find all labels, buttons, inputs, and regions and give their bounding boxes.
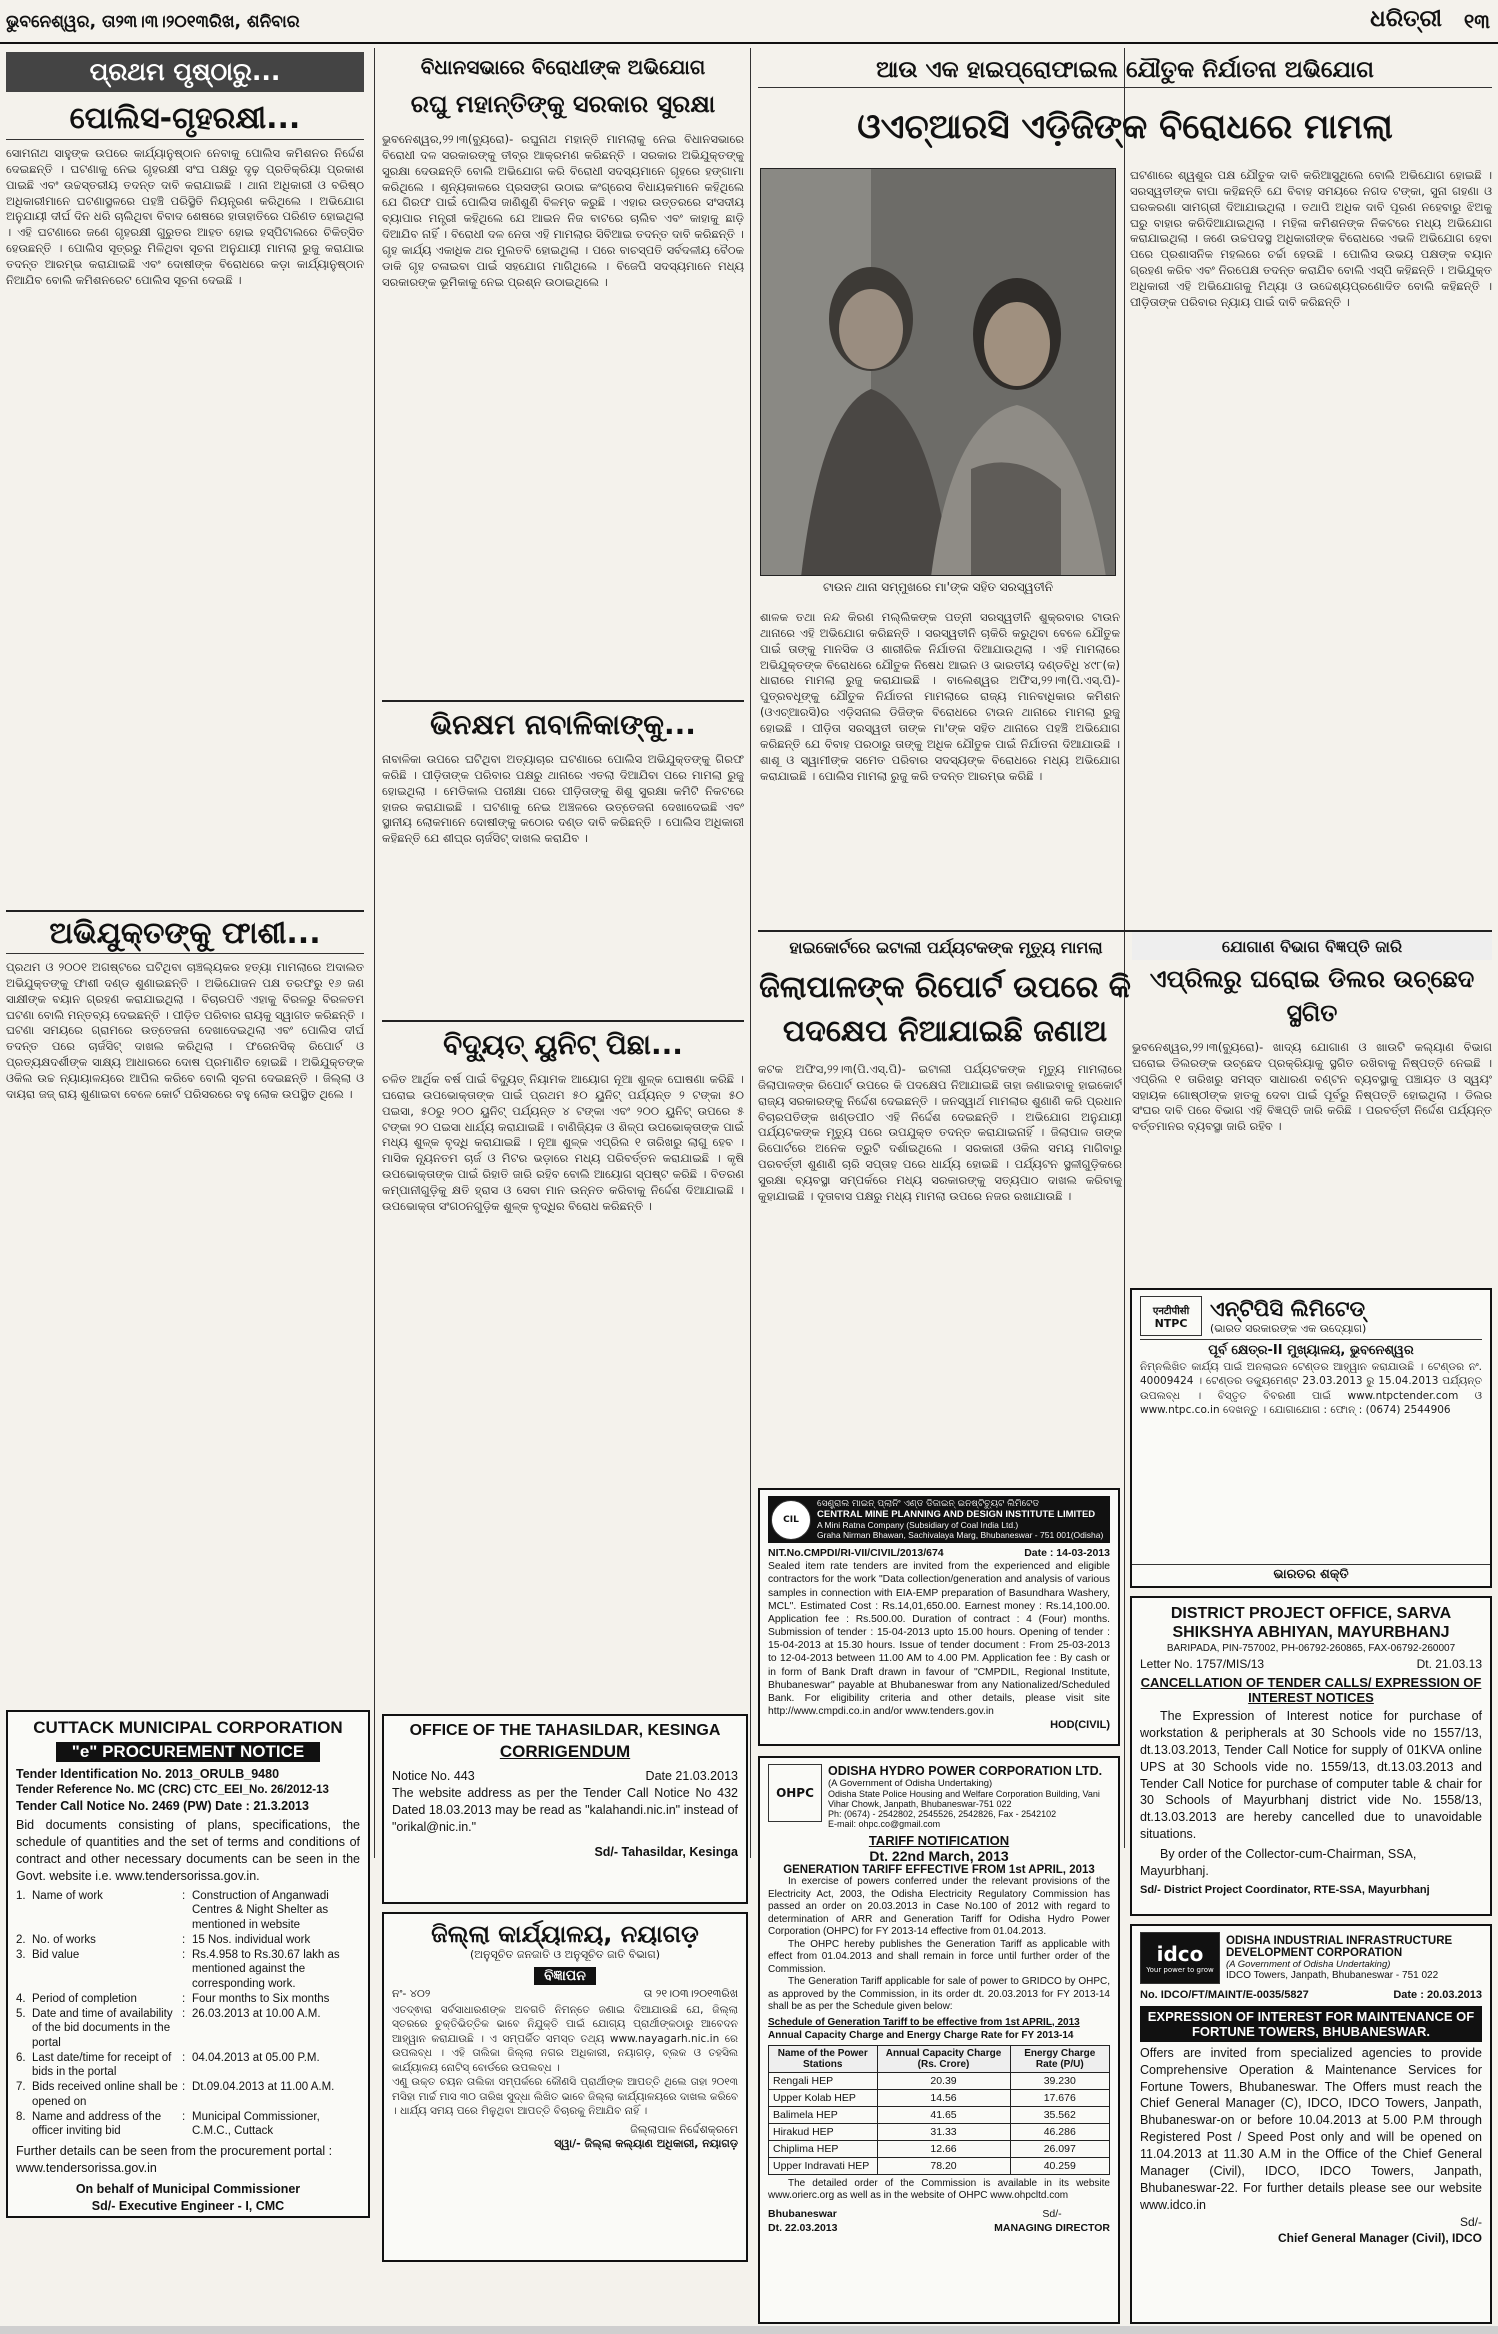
station-name-cell: Hirakud HEP — [769, 2123, 878, 2140]
nit-date: Date : 14-03-2013 — [1024, 1547, 1110, 1559]
ad-email: E-mail: ohpc.co@gmail.com — [828, 1819, 941, 1829]
tender-detail-row — [16, 1992, 360, 2007]
tender-detail-row — [16, 1889, 360, 1933]
ntpc-logo-hindi: एनटीपीसी — [1152, 1305, 1190, 1317]
article-headline: ଅଭିଯୁକ୍ତଙ୍କୁ ଫାଶୀ... — [6, 910, 364, 954]
row-label: Name and address of the officer inviting bid — [32, 2110, 162, 2138]
row-value: Rs.4.958 to Rs.30.67 lakh as mentioned against the corresponding work. — [192, 1948, 340, 1991]
tariff-table — [768, 2045, 1110, 2175]
article-photo — [760, 168, 1116, 576]
ad-paragraph: The Generation Tariff applicable for sale of power to GRIDCO by OHPC, as approved by the Commission, in its order dt. 20.03.2013 for FY 2013-14 shall be as per the Schedule given below: — [768, 1976, 1110, 2012]
ad-footer: ଭାରତର ଶକ୍ତି — [1132, 1564, 1490, 1582]
ad-subtitle: (ଭାରତ ସରକାରଙ୍କ ଏକ ଉଦ୍ୟୋଗ) — [1210, 1321, 1367, 1335]
notice-date: Date 21.03.2013 — [645, 1769, 738, 1783]
article-headline: ଏପ୍ରିଲରୁ ଘରୋଇ ଡିଲର ଉଚ୍ଛେଦ ସ୍ଥଗିତ — [1149, 965, 1475, 1027]
article-headline: ଜିଲାପାଳଙ୍କ ରିପୋର୍ଟ ଉପରେ କି ପଦକ୍ଷେପ ନିଆଯାଇଛି ଜଣାଅ — [759, 970, 1131, 1049]
cmpdi-logo-icon: CIL — [771, 1500, 811, 1540]
ad-date: Dt. 22nd March, 2013 — [869, 1848, 1009, 1864]
tender-detail-row — [16, 1948, 360, 1992]
ad-subtitle: (ଅନୁସୂଚିତ ଜନଜାତି ଓ ଅନୁସୂଚିତ ଜାତି ବିଭାଗ) — [469, 1948, 661, 1961]
ad-region: ପୂର୍ବ କ୍ଷେତ୍ର-II ମୁଖ୍ୟାଳୟ, ଭୁବନେଶ୍ୱର — [1208, 1343, 1414, 1358]
ad-body: The Expression of Interest notice for purchase of workstation & peripherals at 30 Schools vide no 1557/13, dt.13.03.2013, Tender Call Notice for supply of 01KVA online UPS at 30 Schools vide no. 1559/13, dt.13.03.2013 and Tender Call Notice for purchase of computer table & chair for 30 Schools of Mayurbhanj district vide No. 1558/13, dt.13.03.2013 are hereby cancelled due to unavoidable situations. — [1140, 1709, 1482, 1842]
ad-order: By order of the Collector-cum-Chairman, SSA, Mayurbhanj. — [1140, 1847, 1417, 1878]
dpo-cancellation-notice — [1130, 1596, 1492, 1916]
capacity-charge-cell: 41.65 — [877, 2106, 1010, 2123]
capacity-charge-cell: 12.66 — [877, 2140, 1010, 2157]
row-separator: : — [182, 1889, 186, 1902]
row-label: Last date/time for receipt of bids in the portal — [32, 2051, 172, 2079]
ad-headline: EXPRESSION OF INTEREST FOR MAINTENANCE OF FORTUNE TOWERS, BHUBANESWAR. — [1140, 2006, 1482, 2042]
article-body: କଟକ ଅଫିସ,୨୨।୩(ପି.ଏସ୍.ପି)- ଇଟାଲୀ ପର୍ଯ୍ୟଟକଙ୍କ ମୃତ୍ୟୁ ମାମଲାରେ ଜିଲାପାଳଙ୍କ ରିପୋର୍ଟ ଉପରେ କି ପଦକ୍ଷେପ ନିଆଯାଇଛି ତାହା ଜଣାଇବାକୁ ହାଇକୋର୍ଟ ରାଜ୍ୟ ସରକାରଙ୍କୁ ନିର୍ଦ୍ଦେଶ ଦେଇଛନ୍ତି । ଜନସ୍ୱାର୍ଥ ମାମଲାର ଶୁଣାଣି କରି ପ୍ରଧାନ ବିଚାରପତିଙ୍କ ଖଣ୍ଡପୀଠ ଏହି ନିର୍ଦ୍ଦେଶ ଦେଇଛନ୍ତି । ଅଭିଯୋଗ ଅନୁଯାୟୀ ପର୍ଯ୍ୟଟକଙ୍କ ମୃତ୍ୟୁ ପରେ ଉପଯୁକ୍ତ ତଦନ୍ତ କରାଯାଇନାହିଁ । ଜିଲାପାଳ ତାଙ୍କ ରିପୋର୍ଟରେ ଅନେକ ତ୍ରୁଟି ଦର୍ଶାଇଥିଲେ । ସରକାରୀ ଓକିଲ ସମୟ ମାଗିବାରୁ ପରବର୍ତ୍ତୀ ଶୁଣାଣି ଚାରି ସପ୍ତାହ ପରେ ଧାର୍ଯ୍ୟ ହୋଇଛି । ପର୍ଯ୍ୟଟନ ସ୍ଥଳୀଗୁଡ଼ିକରେ ସୁରକ୍ଷା ବ୍ୟବସ୍ଥା ସମ୍ପର୍କରେ ମଧ୍ୟ ସରକାରଙ୍କୁ ସତ୍ୟପାଠ ଦାଖଲ କରିବାକୁ କୁହାଯାଇଛି । ଦୂତାବାସ ପକ୍ଷରୁ ମଧ୍ୟ ମାମଲା ଉପରେ ନଜର ରଖାଯାଉଛି । — [758, 1062, 1122, 1203]
ad-title: CENTRAL MINE PLANNING AND DESIGN INSTITUTE LIMITED — [817, 1509, 1096, 1520]
ad-body: The website address as per the Tender Call Notice No 432 Dated 18.03.2013 may be read as "kalahandi.nic.in" instead of "orikal@nic.in." — [392, 1785, 738, 1834]
capacity-charge-cell: 14.56 — [877, 2089, 1010, 2106]
article-body: ଚଳିତ ଆର୍ଥିକ ବର୍ଷ ପାଇଁ ବିଦ୍ୟୁତ୍ ନିୟାମକ ଆୟୋଗ ନୂଆ ଶୁଳ୍କ ଘୋଷଣା କରିଛି । ଘରୋଇ ଉପଭୋକ୍ତାଙ୍କ ପାଇଁ ପ୍ରଥମ ୫୦ ୟୁନିଟ୍ ପର୍ଯ୍ୟନ୍ତ ୨ ଟଙ୍କା ୫୦ ପଇସା, ୫୦ରୁ ୨୦୦ ୟୁନିଟ୍ ପର୍ଯ୍ୟନ୍ତ ୪ ଟଙ୍କା ଏବଂ ୨୦୦ ୟୁନିଟ୍ ଉପରେ ୫ ଟଙ୍କା ୨୦ ପଇସା ଧାର୍ଯ୍ୟ କରାଯାଇଛି । ବାଣିଜ୍ୟିକ ଓ ଶିଳ୍ପ ଉପଭୋକ୍ତାଙ୍କ ପାଇଁ ମଧ୍ୟ ଶୁଳ୍କ ବୃଦ୍ଧି କରାଯାଇଛି । ନୂଆ ଶୁଳ୍କ ଏପ୍ରିଲ ୧ ତାରିଖରୁ ଲାଗୁ ହେବ । ମାସିକ ନ୍ୟୂନତମ ଚାର୍ଜ ଓ ମିଟର ଭଡ଼ାରେ ମଧ୍ୟ ପରିବର୍ତ୍ତନ କରାଯାଇଛି । କୃଷି ଉପଭୋକ୍ତାଙ୍କ ପାଇଁ ରିହାତି ଜାରି ରହିବ ବୋଲି ଆୟୋଗ ସ୍ପଷ୍ଟ କରିଛି । ବିତରଣ କମ୍ପାନୀଗୁଡ଼ିକୁ କ୍ଷତି ହ୍ରାସ ଓ ସେବା ମାନ ଉନ୍ନତ କରିବାକୁ ନିର୍ଦ୍ଦେଶ ଦିଆଯାଇଛି । ଉପଭୋକ୍ତା ସଂଗଠନଗୁଡ଼ିକ ଶୁଳ୍କ ବୃଦ୍ଧିର ବିରୋଧ କରିଛନ୍ତି । — [382, 1072, 744, 1213]
ad-title: ଏନ୍‌ଟିପିସି ଲିମିଟେଡ୍ — [1210, 1296, 1366, 1321]
column-rule — [374, 48, 375, 1858]
ntpc-logo-icon — [1140, 1296, 1202, 1336]
row-number: 6. — [16, 2051, 26, 2064]
tariff-table-body — [769, 2072, 1110, 2174]
dateline: ଭୁବନେଶ୍ୱର, ତା୨୩।୩।୨୦୧୩ରିଖ, ଶନିବାର — [6, 12, 300, 32]
ad-title: ODISHA INDUSTRIAL INFRASTRUCTURE DEVELOPMENT CORPORATION — [1226, 1935, 1453, 1959]
tender-ref: Tender Reference No. MC (CRC) CTC_EEI_No. 26/2012-13 — [16, 1783, 329, 1796]
masthead — [0, 0, 1498, 44]
capacity-charge-cell: 31.33 — [877, 2123, 1010, 2140]
photo-illustration — [761, 169, 1116, 576]
ad-notice-title: TARIFF NOTIFICATION — [868, 1833, 1010, 1848]
station-name-cell: Upper Kolab HEP — [769, 2089, 878, 2106]
tender-detail-row — [16, 2080, 360, 2109]
table-row — [769, 2072, 1110, 2089]
energy-charge-cell: 17.676 — [1010, 2089, 1109, 2106]
page-footer-strip — [0, 2326, 1498, 2334]
column-header: Annual Capacity Charge (Rs. Crore) — [877, 2045, 1010, 2072]
ad-address: IDCO Towers, Janpath, Bhubaneswar - 751 022 — [1226, 1970, 1439, 1981]
ad-address: BARIPADA, PIN-757002, PH-06792-260865, FAX-06792-260007 — [1166, 1643, 1456, 1655]
table-row — [769, 2140, 1110, 2157]
tender-id: Tender Identification No. 2013_ORULB_9480 — [16, 1767, 280, 1781]
row-number: 2. — [16, 1933, 26, 1946]
row-label: Bid value — [32, 1948, 80, 1961]
ad-designation: ଜିଲ୍ଲାପାଳ ନିର୍ଦ୍ଦେଶକ୍ରମେ — [630, 2122, 738, 2136]
table-row — [769, 2089, 1110, 2106]
notice-date: ତା ୨୧।୦୩।୨୦୧୩ରିଖ — [643, 1987, 738, 2000]
column-header: Name of the Power Stations — [769, 2045, 878, 2072]
article-headline: ଓଏଚ୍ଆରସି ଏଡ଼ିଜିଙ୍କ ବିରୋଧରେ ମାମଲା — [857, 107, 1393, 147]
section-banner-text: ପ୍ରଥମ ପୃଷ୍ଠାରୁ... — [89, 57, 281, 86]
table-row — [769, 2123, 1110, 2140]
article-kicker: ହାଇକୋର୍ଟରେ ଇଟାଲୀ ପର୍ଯ୍ୟଟକଙ୍କ ମୃତ୍ୟୁ ମାମଲା — [758, 930, 1134, 962]
ad-title: OFFICE OF THE TAHASILDAR, KESINGA — [409, 1722, 721, 1739]
article-headline: ପୋଲିସ-ଗୃହରକ୍ଷୀ... — [6, 98, 364, 140]
idco-tagline: Your power to grow — [1146, 1966, 1214, 1974]
row-separator: : — [182, 1948, 186, 1961]
ad-signature: HOD(CIVIL) — [1050, 1719, 1110, 1732]
notice-date: Date : 20.03.2013 — [1393, 1989, 1482, 2001]
ntpc-tender-notice — [1130, 1288, 1492, 1588]
ad-subtitle: CORRIGENDUM — [499, 1742, 631, 1761]
article-body: ନାବାଳିକା ଉପରେ ଘଟିଥିବା ଅତ୍ୟାଚାର ଘଟଣାରେ ପୋଲିସ ଅଭିଯୁକ୍ତଙ୍କୁ ଗିରଫ କରିଛି । ପୀଡ଼ିତାଙ୍କ ପରିବାର ପକ୍ଷରୁ ଥାନାରେ ଏତଲା ଦିଆଯିବା ପରେ ମାମଲା ରୁଜୁ ହୋଇଥିଲା । ମେଡିକାଲ ପରୀକ୍ଷା ପରେ ପୀଡ଼ିତାଙ୍କୁ ଶିଶୁ ସୁରକ୍ଷା କମିଟି ନିକଟରେ ହାଜର କରାଯାଇଛି । ଘଟଣାକୁ ନେଇ ଅଞ୍ଚଳରେ ଉତ୍ତେଜନା ଦେଖାଦେଇଛି ଏବଂ ସ୍ଥାନୀୟ ଲୋକମାନେ ଦୋଷୀଙ୍କୁ କଠୋର ଦଣ୍ଡ ଦାବି କରିଛନ୍ତି । ପୋଲିସ ଅଧିକାରୀ କହିଛନ୍ତି ଯେ ଶୀଘ୍ର ଚାର୍ଜସିଟ୍ ଦାଖଲ କରାଯିବ । — [382, 752, 744, 846]
ad-body: Sealed item rate tenders are invited from the experienced and eligible contractors for the work "Data collection/generation and analysis of various samples in connection with EIA-EMP preparation of Basundhara Washery, MCL". Estimated Cost : Rs.14,01,650.00. Earnest money : Rs.14,100.00. Application fee : Rs.500.00. Duration of contract : 4 (Four) months. Submission of tender : 15-04-2013 upto 15.00 hours. Opening of tender : 15-04-2013 at 15.30 hours. Issue of tender document : From 25-03-2013 to 12-04-2013 between 11.00 AM to 4.00 PM. Application fee : By cash or in form of Bank Draft drawn in favour of "CMPDIL, Regional Institute, Bhubaneswar" payable at Bhubaneswar from any Nationalized/Scheduled Bank. For eligibility criteria and other details, please visit site http://www.cmpdi.co.in and/or www.tenders.gov.in — [768, 1561, 1110, 1718]
table-header-row — [769, 2045, 1110, 2072]
article-body: ସୋମନାଥ ସାହୁଙ୍କ ଉପରେ କାର୍ଯ୍ୟାନୁଷ୍ଠାନ ନେବାକୁ ପୋଲିସ କମିଶନର ନିର୍ଦ୍ଦେଶ ଦେଇଛନ୍ତି । ଘଟଣାକୁ ନେଇ ଗୃହରକ୍ଷୀ ସଂଘ ପକ୍ଷରୁ ଦୃଢ଼ ପ୍ରତିକ୍ରିୟା ପ୍ରକାଶ ପାଇଛି ଏବଂ ଉଚ୍ଚସ୍ତରୀୟ ତଦନ୍ତ ଦାବି କରାଯାଇଛି । ଥାନା ଅଧିକାରୀ ଓ ବରିଷ୍ଠ ଅଧିକାରୀମାନେ ଘଟଣାସ୍ଥଳରେ ପହଞ୍ଚି ପରିସ୍ଥିତି ନିୟନ୍ତ୍ରଣ କରିଥିଲେ । ଅଭିଯୋଗ ଅନୁଯାୟୀ ଦୀର୍ଘ ଦିନ ଧରି ଚାଲିଥିବା ବିବାଦ ଶେଷରେ ହାତାହାତିରେ ପରିଣତ ହୋଇଥିଲା । ଏହି ଘଟଣାରେ ଜଣେ ଗୃହରକ୍ଷୀ ଗୁରୁତର ଆହତ ହୋଇ ହସ୍ପିଟାଲରେ ଚିକିତ୍ସିତ ହେଉଛନ୍ତି । ପୋଲିସ ସୂତ୍ରରୁ ମିଳିଥିବା ସୂଚନା ଅନୁଯାୟୀ ମାମଲା ରୁଜୁ କରାଯାଇ ତଦନ୍ତ ଆରମ୍ଭ କରାଯାଇଛି ଏବଂ ଦୋଷୀଙ୍କ ବିରୋଧରେ କଡ଼ା କାର୍ଯ୍ୟାନୁଷ୍ଠାନ ନିଆଯିବ ବୋଲି କମିଶନରେଟ ପୋଲିସ ସୂଚନା ଦେଇଛି । — [6, 146, 364, 287]
row-number: 7. — [16, 2081, 26, 2094]
ad-subtitle: (A Government of Odisha Undertaking) — [1226, 1959, 1391, 1970]
energy-charge-cell: 35.562 — [1010, 2106, 1109, 2123]
ad-body: ଏତଦ୍ଵାରା ସର୍ବସାଧାରଣଙ୍କ ଅବଗତି ନିମନ୍ତେ ଜଣାଇ ଦିଆଯାଉଛି ଯେ, ଜିଲ୍ଲା ସ୍ତରରେ ଚୁକ୍ତିଭିତ୍ତିକ ଭାବେ ନିଯୁକ୍ତି ପାଇଁ ଯୋଗ୍ୟ ପ୍ରାର୍ଥୀଙ୍କଠାରୁ ଆବେଦନ ଆହ୍ୱାନ କରାଯାଉଛି । ଏ ସମ୍ପର୍କିତ ସମସ୍ତ ତଥ୍ୟ www.nayagarh.nic.in ରେ ଉପଲବ୍ଧ । ଏହି ତାଲିକା ଜିଲ୍ଲା ନଗର ଅଧିକାରୀ, ନୟାଗଡ଼, ବ୍ଲକ ଓ ତହସିଲ କାର୍ଯ୍ୟାଳୟ ନୋଟିସ୍ ବୋର୍ଡରେ ଉପଲବ୍ଧ । ଏଣୁ ଉକ୍ତ ଚୟନ ତାଲିକା ସମ୍ପର୍କରେ କୌଣସି ପ୍ରାର୍ଥୀଙ୍କ ଆପତ୍ତି ଥିଲେ ତାହା ୨୦୧୩ ମସିହା ମାର୍ଚ୍ଚ ମାସ ୩୦ ତାରିଖ ସୁଦ୍ଧା ଲିଖିତ ଭାବେ ଜିଲ୍ଲା କାର୍ଯ୍ୟାଳୟରେ ଦାଖଲ କରିବେ । ଧାର୍ଯ୍ୟ ସମୟ ପରେ ମିଳୁଥିବା ଆପତ୍ତି ବିଚାରକୁ ନିଆଯିବ ନାହିଁ । — [392, 2004, 738, 2118]
energy-charge-cell: 39.230 — [1010, 2072, 1109, 2089]
article-body: ଶାଳକ ତଥା ନନ୍ଦ କିରଣ ମଲ୍ଲିକଙ୍କ ପତ୍ନୀ ସରସ୍ୱତୀନି ଶୁକ୍ରବାର ଟାଉନ ଥାନାରେ ଏହି ଅଭିଯୋଗ କରିଛନ୍ତି । ସରସ୍ୱତୀନି ଚାକିରି କରୁଥିବା ବେଳେ ଯୌତୁକ ପାଇଁ ତାଙ୍କୁ ମାନସିକ ଓ ଶାରୀରିକ ନିର୍ଯାତନା ଦିଆଯାଉଥିଲା । ଏହି ମାମଲାରେ ଅଭିଯୁକ୍ତଙ୍କ ବିରୋଧରେ ଯୌତୁକ ନିଷେଧ ଆଇନ ଓ ଭାରତୀୟ ଦଣ୍ଡବିଧି ୪୯୮(କ) ଧାରାରେ ମାମଲା ରୁଜୁ କରାଯାଇଛି । ବାଲେଶ୍ୱର ଅଫିସ,୨୨।୩(ପି.ଏସ୍.ପି)- ପୁତ୍ରବଧୂଙ୍କୁ ଯୌତୁକ ନିର୍ଯାତନା ମାମଲାରେ ରାଜ୍ୟ ମାନବାଧିକାର କମିଶନ (ଓଏଚ୍ଆରସି)ର ଏଡ଼ିସନାଲ ଡିଜିଙ୍କ ବିରୋଧରେ ଟାଉନ ଥାନାରେ ମାମଲା ରୁଜୁ ହୋଇଛି । ପୀଡ଼ିତା ସରସ୍ୱତୀ ତାଙ୍କ ମା'ଙ୍କ ସହିତ ଥାନାରେ ପହଞ୍ଚି ଅଭିଯୋଗ କରିଛନ୍ତି ଯେ ବିବାହ ପରଠାରୁ ତାଙ୍କୁ ଅଧିକ ଯୌତୁକ ପାଇଁ ନିର୍ଯାତନା ଦିଆଯାଉଛି । ଶାଶୂ ଓ ସ୍ୱାମୀଙ୍କ ସମେତ ପରିବାର ସଦସ୍ୟଙ୍କ ବିରୋଧରେ ମଧ୍ୟ ଅଭିଯୋଗ କରାଯାଇଛି । ପୋଲିସ ମାମଲା ରୁଜୁ କରି ତଦନ୍ତ ଆରମ୍ଭ କରିଛି । — [760, 610, 1120, 783]
cmpdi-tender-notice — [758, 1488, 1120, 1746]
row-value: Four months to Six months — [192, 1992, 330, 2005]
tender-detail-row — [16, 2110, 360, 2139]
article-kicker: ଯୋଗାଣ ବିଭାଗ ବିଜ୍ଞପ୍ତି ଜାରି — [1132, 930, 1492, 960]
ad-behalf: On behalf of Municipal Commissioner — [75, 2181, 301, 2196]
schedule-title: Schedule of Generation Tariff to be effective from 1st APRIL, 2013 — [768, 2016, 1080, 2028]
article-headline: ଭିନକ୍ଷମ ନାବାଳିକାଙ୍କୁ... — [382, 700, 744, 746]
row-value: 04.04.2013 at 05.00 P.M. — [192, 2051, 320, 2064]
row-separator: : — [182, 2007, 186, 2020]
article-body: ଘଟଣାରେ ଶ୍ୱଶୁର ପକ୍ଷ ଯୌତୁକ ଦାବି କରିଆସୁଥିଲେ ବୋଲି ଅଭିଯୋଗ ହୋଇଛି । ସରସ୍ୱତୀଙ୍କ ବାପା କହିଛନ୍ତି ଯେ ବିବାହ ସମୟରେ ନଗଦ ଟଙ୍କା, ସୁନା ଗହଣା ଓ ଘରକରଣା ସାମଗ୍ରୀ ଦିଆଯାଇଥିଲା । ତଥାପି ଅଧିକ ଦାବି ପୂରଣ ନହେବାରୁ ଝିଅକୁ ଘରୁ ବାହାର କରିଦିଆଯାଇଥିଲା । ମହିଳା କମିଶନଙ୍କ ନିକଟରେ ମଧ୍ୟ ଅଭିଯୋଗ କରାଯାଇଥିଲା । ଜଣେ ଉଚ୍ଚପଦସ୍ଥ ଅଧିକାରୀଙ୍କ ବିରୋଧରେ ଏଭଳି ଅଭିଯୋଗ ହେବା ପରେ ପ୍ରଶାସନିକ ମହଲରେ ଚର୍ଚ୍ଚା ହେଉଛି । ପୋଲିସ ଉଭୟ ପକ୍ଷଙ୍କ ବୟାନ ଗ୍ରହଣ କରିବ ଏବଂ ନିରପେକ୍ଷ ତଦନ୍ତ କରାଯିବ ବୋଲି ଏସ୍ପି କହିଛନ୍ତି । ଅଭିଯୁକ୍ତ ଅଧିକାରୀ ଏହି ଅଭିଯୋଗକୁ ମିଥ୍ୟା ଓ ଉଦ୍ଦେଶ୍ୟପ୍ରଣୋଦିତ ବୋଲି କହିଛନ୍ତି । ପୀଡ଼ିତାଙ୍କ ପରିବାର ନ୍ୟାୟ ପାଇଁ ଦାବି କରିଛନ୍ତି । — [1130, 168, 1492, 309]
row-separator: : — [182, 1933, 186, 1946]
ad-signature: Sd/- — [1042, 2207, 1062, 2220]
tender-detail-row — [16, 2051, 360, 2080]
ad-signature: Sd/- — [1459, 2214, 1482, 2229]
row-separator: : — [182, 1992, 186, 2005]
ad-footer: Further details can be seen from the procurement portal : www.tendersorissa.gov.in — [16, 2143, 333, 2175]
table-row — [769, 2157, 1110, 2174]
ad-footer: The detailed order of the Commission is available in its website www.orierc.org as well as in the website of OHPC www.ohpcltd.com — [768, 2177, 1110, 2201]
station-name-cell: Balimela HEP — [769, 2106, 878, 2123]
notice-number: No. IDCO/FT/MAINT/E-0035/5827 — [1140, 1989, 1309, 2001]
photo-caption: ଟାଉନ ଥାନା ସମ୍ମୁଖରେ ମା'ଙ୍କ ସହିତ ସରସ୍ୱତୀନି — [822, 580, 1054, 594]
row-number: 5. — [16, 2007, 26, 2020]
row-label: Date and time of availability of the bid documents in the portal — [32, 2007, 173, 2049]
row-label: Period of completion — [32, 1992, 137, 2005]
ad-title-odia: ସେଣ୍ଟ୍ରାଲ ମାଇନ୍ ପ୍ଲାନିଂ ଏଣ୍ଡ ଡିଜାଇନ୍ ଇନଷ୍ଟିଚ୍ୟୁଟ ଲିମିଟେଡ — [817, 1499, 1040, 1509]
ntpc-logo-text: NTPC — [1154, 1316, 1188, 1330]
energy-charge-cell: 40.259 — [1010, 2157, 1109, 2174]
capacity-charge-cell: 20.39 — [877, 2072, 1010, 2089]
energy-charge-cell: 46.286 — [1010, 2123, 1109, 2140]
letter-number: Letter No. 1757/MIS/13 — [1140, 1656, 1265, 1671]
section-banner — [6, 52, 364, 92]
ad-body: ନିମ୍ନଲିଖିତ କାର୍ଯ୍ୟ ପାଇଁ ଅନଲାଇନ ଟେଣ୍ଡର ଆହ୍ୱାନ କରାଯାଉଛି । ଟେଣ୍ଡର ନଂ. 40009424 । ଟେଣ୍ଡର ଡକ୍ୟୁମେଣ୍ଟ 23.03.2013 ରୁ 15.04.2013 ପର୍ଯ୍ୟନ୍ତ ଉପଲବ୍ଧ । ବିସ୍ତୃତ ବିବରଣୀ ପାଇଁ www.ntpctender.com ଓ www.ntpc.co.in ଦେଖନ୍ତୁ । ଯୋଗାଯୋଗ : ଫୋନ୍ : (0674) 2544906 — [1140, 1361, 1482, 1417]
row-value: 26.03.2013 at 10.00 A.M. — [192, 2007, 321, 2020]
row-label: Name of work — [32, 1889, 103, 1902]
ad-subtitle: "e" PROCUREMENT NOTICE — [56, 1742, 320, 1762]
article-body: ଭୁବନେଶ୍ୱର,୨୨।୩(ବ୍ୟୁରୋ)- ରଘୁନାଥ ମହାନ୍ତି ମାମଲାକୁ ନେଇ ବିଧାନସଭାରେ ବିରୋଧୀ ଦଳ ସରକାରଙ୍କୁ ତୀବ୍ର ଆକ୍ରମଣ କରିଛନ୍ତି । ସରକାର ଅଭିଯୁକ୍ତଙ୍କୁ ସୁରକ୍ଷା ଦେଉଛନ୍ତି ବୋଲି ଅଭିଯୋଗ କରି ବିରୋଧୀ ସଦସ୍ୟମାନେ ଗୃହରେ ହଙ୍ଗାମା କରିଥିଲେ । ଶୂନ୍ୟକାଳରେ ପ୍ରସଙ୍ଗ ଉଠାଇ କଂଗ୍ରେସ ବିଧାୟକମାନେ କହିଥିଲେ ଯେ ଗିରଫ ପାଇଁ ପୋଲିସ ଜାଣିଶୁଣି ବିଳମ୍ବ କରୁଛି । ଏହାର ଉତ୍ତରରେ ସଂସଦୀୟ ବ୍ୟାପାର ମନ୍ତ୍ରୀ କହିଥିଲେ ଯେ ଆଇନ ନିଜ ବାଟରେ ଚାଲିବ ଏବଂ କାହାକୁ ଛାଡ଼ି ଦିଆଯିବ ନାହିଁ । ବିରୋଧୀ ଦଳ ନେତା ଏହି ମାମଲାର ସିବିଆଇ ତଦନ୍ତ ଦାବି କରିଛନ୍ତି । ଗୃହ କାର୍ଯ୍ୟ ଏକାଧିକ ଥର ମୁଲତବି ହୋଇଥିଲା । ପରେ ବାଚସ୍ପତି ସର୍ବଦଳୀୟ ବୈଠକ ଡାକି ଗୃହ ଚଳାଇବା ପାଇଁ ସହଯୋଗ ମାଗିଥିଲେ । ବିଜେପି ସଦସ୍ୟମାନେ ମଧ୍ୟ ସରକାରଙ୍କ ଭୂମିକାକୁ ନେଇ ପ୍ରଶ୍ନ ଉଠାଇଥିଲେ । — [382, 132, 744, 289]
letter-date: Dt. 21.03.13 — [1416, 1656, 1482, 1671]
row-number: 8. — [16, 2110, 26, 2123]
idco-logo-text: idco — [1156, 1942, 1204, 1966]
ad-signature: Sd/- Tahasildar, Kesinga — [594, 1844, 738, 1859]
ad-title: ODISHA HYDRO POWER CORPORATION LTD. — [828, 1764, 1103, 1778]
row-separator: : — [182, 2051, 186, 2064]
ad-title: DISTRICT PROJECT OFFICE, SARVA SHIKSHYA ABHIYAN, MAYURBHANJ — [1170, 1605, 1452, 1642]
ad-body: Offers are invited from specialized agencies to provide Comprehensive Operation & Maintenance Services for Fortune Towers, Bhubaneswar. The Offers must reach the Chief General Manager (C), IDCO, IDCO Towers, Janpath, Bhubaneswar-on or before 10.04.2013 at 5.00 P.M through Registered Post / Speed Post only and will be opened on 11.04.2013 at 11.30 A.M in the Office of the Chief General Manager (Civil), IDCO, IDCO Towers, Janpath, Bhubaneswar-22. For further details please see our website www.idco.in — [1140, 2045, 1482, 2212]
page-number: ୧୩ — [1463, 9, 1490, 33]
station-name-cell: Upper Indravati HEP — [769, 2157, 878, 2174]
energy-charge-cell: 26.097 — [1010, 2140, 1109, 2157]
paper-logo: ଧରିତ୍ରୀ — [1370, 6, 1442, 32]
nayagarh-notice — [382, 1912, 748, 2262]
article-kicker: ବିଧାନସଭାରେ ବିରୋଧୀଙ୍କ ଅଭିଯୋଗ — [420, 55, 706, 79]
ad-signature: ସ୍ୱା/- ଜିଲ୍ଲା କଲ୍ୟାଣ ଅଧିକାରୀ, ନୟାଗଡ଼ — [554, 2136, 738, 2150]
article-headline: ବିଦ୍ୟୁତ୍ ୟୁନିଟ୍ ପିଛା... — [382, 1020, 744, 1066]
ohpc-logo-icon: OHPC — [768, 1764, 822, 1822]
row-value: Municipal Commissioner, C.M.C., Cuttack — [192, 2110, 320, 2138]
article-kicker: ଆଉ ଏକ ହାଇପ୍ରୋଫାଇଲ ଯୌତୁକ ନିର୍ଯାତନା ଅଭିଯୋଗ — [758, 52, 1492, 88]
row-label: No. of works — [32, 1933, 96, 1946]
row-value: Construction of Anganwadi Centres & Night Shelter as mentioned in website — [192, 1889, 329, 1932]
ad-address: Odisha State Police Housing and Welfare Corporation Building, Vani Vihar Chowk, Janpath, Bhubaneswar-751 022 — [828, 1789, 1100, 1809]
ohpc-tariff-notification — [758, 1756, 1120, 2324]
tender-details-list — [16, 1889, 360, 2139]
ad-title: CUTTACK MUNICIPAL CORPORATION — [33, 1718, 343, 1737]
ad-phone: Ph: (0674) - 2542802, 2545526, 2542826, Fax - 2542102 — [828, 1809, 1057, 1819]
ad-intro: Bid documents consisting of plans, specifications, the schedule of quantities and the set of terms and conditions of contract and other necessary documents can be seen in the Govt. website i.e. www.tendersorissa.gov.in. — [16, 1818, 360, 1883]
row-number: 4. — [16, 1992, 26, 2005]
capacity-charge-cell: 78.20 — [877, 2157, 1010, 2174]
cmc-procurement-notice — [6, 1710, 370, 2218]
ad-signatory: Chief General Manager (Civil), IDCO — [1277, 2230, 1482, 2245]
article-body: ପ୍ରଥମ ଓ ୨୦୦୧ ଅଗଷ୍ଟରେ ଘଟିଥିବା ଚାଞ୍ଚଲ୍ୟକର ହତ୍ୟା ମାମଲାରେ ଅଦାଲତ ଅଭିଯୁକ୍ତଙ୍କୁ ଫାଶୀ ଦଣ୍ଡ ଶୁଣାଇଛନ୍ତି । ଅଭିଯୋଜନ ପକ୍ଷ ତରଫରୁ ୧୬ ଜଣ ସାକ୍ଷୀଙ୍କ ବୟାନ ଗ୍ରହଣ କରାଯାଇଥିଲା । ବିଚାରପତି ଏହାକୁ ବିରଳରୁ ବିରଳତମ ଘଟଣା ବୋଲି ମନ୍ତବ୍ୟ ଦେଇଛନ୍ତି । ପୀଡ଼ିତ ପରିବାର ରାୟକୁ ସ୍ୱାଗତ କରିଛନ୍ତି । ଘଟଣା ସମୟରେ ଗ୍ରାମରେ ଉତ୍ତେଜନା ଦେଖାଦେଇଥିଲା ଏବଂ ପୋଲିସ ଦୀର୍ଘ ତଦନ୍ତ ପରେ ଚାର୍ଜସିଟ୍ ଦାଖଲ କରିଥିଲା । ଫରେନସିକ୍ ରିପୋର୍ଟ ଓ ପ୍ରତ୍ୟକ୍ଷଦର୍ଶୀଙ୍କ ସାକ୍ଷ୍ୟ ଆଧାରରେ ଦୋଷ ପ୍ରମାଣିତ ହୋଇଛି । ଅଭିଯୁକ୍ତଙ୍କ ଓକିଲ ଉଚ୍ଚ ନ୍ୟାୟାଳୟରେ ଆପିଲ କରିବେ ବୋଲି ସୂଚନା ଦେଇଛନ୍ତି । ଜିଲ୍ଲା ଓ ଦାୟରା ଜଜ୍ ରାୟ ଶୁଣାଇବା ବେଳେ କୋର୍ଟ ପରିସରରେ ବହୁ ଲୋକ ଉପସ୍ଥିତ ଥିଲେ । — [6, 960, 364, 1101]
idco-eoi-notice — [1130, 1924, 1492, 2324]
article-body-continued: ବାଲେଶ୍ୱର ଅଫିସ,୨୨।୩(ପି.ଏସ୍.ପି)- ପୁତ୍ରବଧୂଙ୍କୁ ଯୌତୁକ ନିର୍ଯାତନା ମାମଲାରେ ରାଜ୍ୟ ମାନବାଧିକାର କମିଶନ (ଓଏଚ୍ଆରସି)ର ଏଡ଼ିସନାଲ ଡିଜିଙ୍କ ବିରୋଧରେ ଟାଉନ ଥାନାରେ ମାମଲା ରୁଜୁ ହୋଇଛି । ପୀଡ଼ିତା ସରସ୍ୱତୀ ତାଙ୍କ ମା'ଙ୍କ ସହିତ ଥାନାରେ ପହଞ୍ଚି ଅଭିଯୋଗ କରିଛନ୍ତି ଯେ ବିବାହ ପରଠାରୁ ତାଙ୍କୁ ଅଧିକ ଯୌତୁକ ପାଇଁ ନିର୍ଯାତନା ଦିଆଯାଉଛି । ଶାଶୂ ଓ ସ୍ୱାମୀଙ୍କ ସମେତ ପରିବାର ସଦସ୍ୟଙ୍କ ବିରୋଧରେ ମଧ୍ୟ ଅଭିଯୋଗ କରାଯାଇଛି । ପୋଲିସ ମାମଲା ରୁଜୁ କରି ତଦନ୍ତ ଆରମ୍ଭ କରିଛି । — [760, 673, 1120, 783]
ad-place-date: Dt. 22.03.2013 — [768, 2221, 838, 2234]
notice-number: ନଂ- ୪୦୨ — [392, 1987, 431, 2000]
ad-title: ଜିଲ୍ଲା କାର୍ଯ୍ୟାଳୟ, ନୟାଗଡ଼ — [431, 1920, 699, 1948]
station-name-cell: Chiplima HEP — [769, 2140, 878, 2157]
station-name-cell: Rengali HEP — [769, 2072, 878, 2089]
ad-address: Graha Nirman Bhawan, Sachivalaya Marg, Bhubaneswar - 751 001(Odisha) — [817, 1530, 1104, 1540]
ad-headline: GENERATION TARIFF EFFECTIVE FROM 1st APRIL, 2013 — [783, 1864, 1095, 1876]
article-body: ଭୁବନେଶ୍ୱର,୨୨।୩(ବ୍ୟୁରୋ)- ଖାଦ୍ୟ ଯୋଗାଣ ଓ ଖାଉଟି କଲ୍ୟାଣ ବିଭାଗ ଘରୋଇ ଡିଲରଙ୍କ ଉଚ୍ଛେଦ ପ୍ରକ୍ରିୟାକୁ ସ୍ଥଗିତ ରଖିବାକୁ ନିଷ୍ପତ୍ତି ନେଇଛି । ଏପ୍ରିଲ ୧ ତାରିଖରୁ ସମସ୍ତ ସାଧାରଣ ବଣ୍ଟନ ବ୍ୟବସ୍ଥାକୁ ପଞ୍ଚାୟତ ଓ ସ୍ୱୟଂ ସହାୟକ ଗୋଷ୍ଠୀଙ୍କ ହାତକୁ ଦେବା ପାଇଁ ପୂର୍ବରୁ ନିଷ୍ପତ୍ତି ହୋଇଥିଲା । ଡିଲର ସଂଘର ଦାବି ପରେ ବିଭାଗ ଏହି ବିଜ୍ଞପ୍ତି ଜାରି କରିଛି । ପରବର୍ତ୍ତୀ ନିର୍ଦ୍ଦେଶ ପର୍ଯ୍ୟନ୍ତ ବର୍ତ୍ତମାନର ବ୍ୟବସ୍ଥା ଜାରି ରହିବ । — [1132, 1040, 1492, 1134]
table-title: Annual Capacity Charge and Energy Charge Rate for FY 2013-14 — [768, 2030, 1074, 2041]
row-value: 15 Nos. individual work — [192, 1933, 311, 1946]
ad-paragraph: In exercise of powers conferred under the relevant provisions of the Electricity Act, 2003, the Odisha Electricity Regulatory Commission has passed an order on 20.03.2013 in Case No.100 of 2012 with regard to determination of ARR and Generation Tariff for Odisha Hydro Power Corporation (OHPC) for FY 2013-14 effective from 01.04.2013. — [768, 1876, 1110, 1937]
ad-tag: ବିଜ୍ଞାପନ — [534, 1967, 596, 1985]
tender-call: Tender Call Notice No. 2469 (PW) Date : 21.3.2013 — [16, 1799, 309, 1814]
nit-number: NIT.No.CMPDI/RI-VII/CIVIL/2013/674 — [768, 1547, 944, 1559]
notice-number: Notice No. 443 — [392, 1769, 475, 1783]
ad-paragraph: The OHPC hereby publishes the Generation Tariff as applicable with effect from 01.04.2013 and shall remain in force until further order of the Commission. — [768, 1938, 1110, 1975]
article-headline: ରଘୁ ମହାନ୍ତିଙ୍କୁ ସରକାର ସୁରକ୍ଷା — [410, 90, 716, 118]
row-number: 1. — [16, 1889, 26, 1902]
column-rule — [750, 48, 751, 1858]
row-separator: : — [182, 2110, 186, 2123]
column-header: Energy Charge Rate (P/U) — [1010, 2045, 1109, 2072]
ad-signature: Sd/- Executive Engineer - I, CMC — [91, 2198, 285, 2213]
idco-logo-icon — [1140, 1932, 1220, 1984]
ad-subtitle: CANCELLATION OF TENDER CALLS/ EXPRESSION OF INTEREST NOTICES — [1140, 1675, 1482, 1706]
ad-signature: Sd/- District Project Coordinator, RTE-SSA, Mayurbhanj — [1140, 1883, 1430, 1896]
row-separator: : — [182, 2081, 186, 2094]
table-row — [769, 2106, 1110, 2123]
tahasildar-corrigendum — [382, 1714, 748, 1904]
row-number: 3. — [16, 1948, 26, 1961]
ad-subtitle: A Mini Ratna Company (Subsidiary of Coal India Ltd.) — [817, 1520, 1019, 1530]
tender-detail-row — [16, 2007, 360, 2051]
ad-subtitle: (A Government of Odisha Undertaking) — [828, 1778, 993, 1789]
row-value: Dt.09.04.2013 at 11.00 A.M. — [192, 2081, 335, 2094]
ad-signatory: MANAGING DIRECTOR — [994, 2221, 1110, 2234]
ad-place: Bhubaneswar — [768, 2207, 837, 2220]
tender-detail-row — [16, 1933, 360, 1948]
row-label: Bids received online shall be opened on — [32, 2081, 178, 2108]
